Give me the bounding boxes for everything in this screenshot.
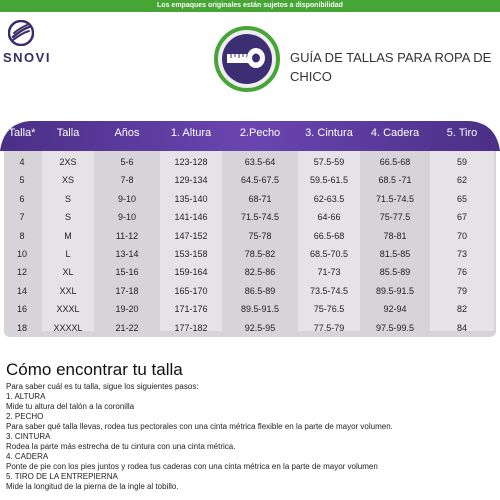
- table-cell: 79: [456, 285, 467, 296]
- table-cell: 82.5-86: [244, 267, 276, 278]
- table-cell: 7-8: [120, 175, 134, 186]
- table-cell: 73.5-74.5: [309, 285, 349, 296]
- table-cell: 67: [456, 212, 467, 223]
- table-cell: 59.5-61.5: [309, 175, 349, 186]
- table-cell: XXXL: [56, 304, 80, 315]
- table-cell: 9-10: [117, 212, 136, 223]
- table-header-cell: 1. Altura: [170, 127, 212, 139]
- table-cell: 8: [19, 230, 25, 241]
- table-cell: 76: [456, 267, 467, 278]
- table-cell: 123-128: [174, 157, 208, 167]
- table-cell: 73: [456, 249, 467, 259]
- table-header-cell: Años: [114, 127, 140, 139]
- table-cell: XL: [62, 267, 74, 278]
- table-cell: S: [64, 193, 71, 204]
- table-cell: 65: [456, 193, 467, 204]
- table-cell: 82: [456, 304, 467, 315]
- table-cell: 64.5-67.5: [240, 175, 280, 186]
- table-cell: 68-71: [248, 193, 272, 204]
- table-header-cell: 4. Cadera: [370, 127, 420, 139]
- table-cell: 71-73: [317, 267, 341, 278]
- table-cell: 85.5-89: [379, 267, 411, 278]
- table-cell: 5: [19, 175, 25, 186]
- table-cell: 71.5-74.5: [375, 193, 415, 204]
- table-cell: XS: [61, 175, 74, 186]
- how-to-section: [6, 360, 496, 492]
- how-to-title: Cómo encontrar tu talla: [6, 360, 183, 379]
- table-cell: 66.5-68: [379, 157, 411, 167]
- table-cell: 70: [456, 230, 467, 241]
- how-to-line: 5. TIRO DE LA ENTREPIERNA: [6, 472, 118, 481]
- table-cell: 7: [19, 212, 25, 223]
- table-cell: 129-134: [174, 175, 208, 186]
- table-cell: 66.5-68: [313, 230, 345, 241]
- table-cell: 135-140: [174, 193, 208, 204]
- size-table: [0, 115, 500, 340]
- how-to-instructions: [6, 382, 496, 492]
- table-cell: 19-20: [115, 304, 139, 315]
- table-cell: 89.5-91.5: [375, 285, 415, 296]
- table-cell: 9-10: [117, 193, 136, 204]
- table-cell: L: [65, 249, 71, 259]
- table-cell: XXXXL: [53, 322, 83, 333]
- table-cell: 12: [16, 267, 27, 278]
- table-cell: 63.5-64: [244, 157, 276, 167]
- guide-title: GUÍA DE TALLAS PARA ROPA DE CHICO: [290, 50, 492, 84]
- table-cell: 77.5-79: [313, 322, 345, 333]
- table-cell: 86.5-89: [244, 285, 276, 296]
- table-cell: 153-158: [174, 249, 208, 259]
- table-cell: 14: [16, 285, 27, 296]
- table-cell: 89.5-91.5: [240, 304, 280, 315]
- how-to-line: 1. ALTURA: [6, 392, 46, 401]
- table-cell: 2XS: [59, 157, 77, 167]
- table-cell: 147-152: [174, 230, 208, 241]
- table-cell: 141-146: [174, 212, 208, 223]
- table-cell: 4: [19, 157, 25, 167]
- brand-name: SNOVI: [3, 50, 51, 65]
- table-cell: XXL: [59, 285, 77, 296]
- table-header-cell: Talla*: [8, 127, 36, 139]
- table-cell: 57.5-59: [313, 157, 345, 167]
- table-cell: 5-6: [120, 157, 134, 167]
- table-cell: 64-66: [317, 212, 341, 223]
- how-to-line: 2. PECHO: [6, 412, 44, 421]
- table-cell: 15-16: [115, 267, 139, 278]
- table-cell: 6: [19, 193, 25, 204]
- table-cell: 68.5 -71: [378, 175, 412, 186]
- table-cell: 92-94: [383, 304, 407, 315]
- table-cell: 59: [456, 157, 467, 167]
- availability-banner-text: Los empaques originales están sujetos a disponibilidad: [157, 2, 343, 9]
- table-cell: 75-77.5: [379, 212, 411, 223]
- table-cell: 13-14: [115, 249, 139, 259]
- table-cell: 62-63.5: [313, 193, 345, 204]
- table-cell: 81.5-85: [379, 249, 411, 259]
- how-to-line: Rodea la parte más estrecha de tu cintura con una cinta métrica.: [6, 442, 236, 451]
- table-cell: 62: [456, 175, 467, 186]
- table-cell: 75-76.5: [313, 304, 345, 315]
- table-cell: 171-176: [174, 304, 208, 315]
- table-header-cell: 3. Cintura: [305, 127, 353, 139]
- table-cell: 17-18: [115, 285, 139, 296]
- table-cell: 92.5-95: [244, 322, 276, 333]
- table-header-cell: Talla: [56, 127, 80, 139]
- table-cell: S: [64, 212, 71, 223]
- table-cell: 21-22: [115, 322, 139, 333]
- how-to-line: Para saber cuál es tu talla, sigue los siguientes pasos:: [6, 382, 199, 391]
- table-cell: M: [64, 230, 72, 241]
- table-header-cell: 5. Tiro: [446, 127, 478, 139]
- table-cell: 159-164: [174, 267, 208, 278]
- how-to-line: 3. CINTURA: [6, 432, 51, 441]
- table-cell: 10: [16, 249, 27, 259]
- measuring-tape-icon: [222, 34, 272, 84]
- table-cell: 177-182: [174, 322, 208, 333]
- table-cell: 16: [16, 304, 27, 315]
- table-header-cell: 2.Pecho: [239, 127, 281, 139]
- table-cell: 84: [456, 322, 467, 333]
- table-cell: 18: [16, 322, 27, 333]
- how-to-line: Mide la longitud de la pierna de la ingle al tobillo.: [6, 482, 179, 491]
- measure-badge: [214, 26, 280, 92]
- table-cell: 11-12: [115, 230, 139, 241]
- table-cell: 78.5-82: [244, 249, 276, 259]
- how-to-line: Ponte de pie con los pies juntos y rodea tus caderas con una cinta métrica en la parte de mayor volumen: [6, 462, 378, 471]
- table-cell: 68.5-70.5: [309, 249, 349, 259]
- header: [0, 12, 500, 112]
- table-cell: 75-78: [248, 230, 272, 241]
- snovi-logo-icon: [8, 20, 34, 46]
- table-cell: 71.5-74.5: [240, 212, 280, 223]
- how-to-line: Para saber qué talla llevas, rodea tus pectorales con una cinta métrica flexible en la parte de mayor volumen.: [6, 422, 393, 431]
- how-to-line: Mide tu altura del talón a la coronilla: [6, 402, 135, 411]
- availability-banner: [0, 0, 500, 12]
- how-to-line: 4. CADERA: [6, 452, 49, 461]
- table-cell: 97.5-99.5: [375, 322, 415, 333]
- table-cell: 165-170: [174, 285, 208, 296]
- table-cell: 78-81: [383, 230, 407, 241]
